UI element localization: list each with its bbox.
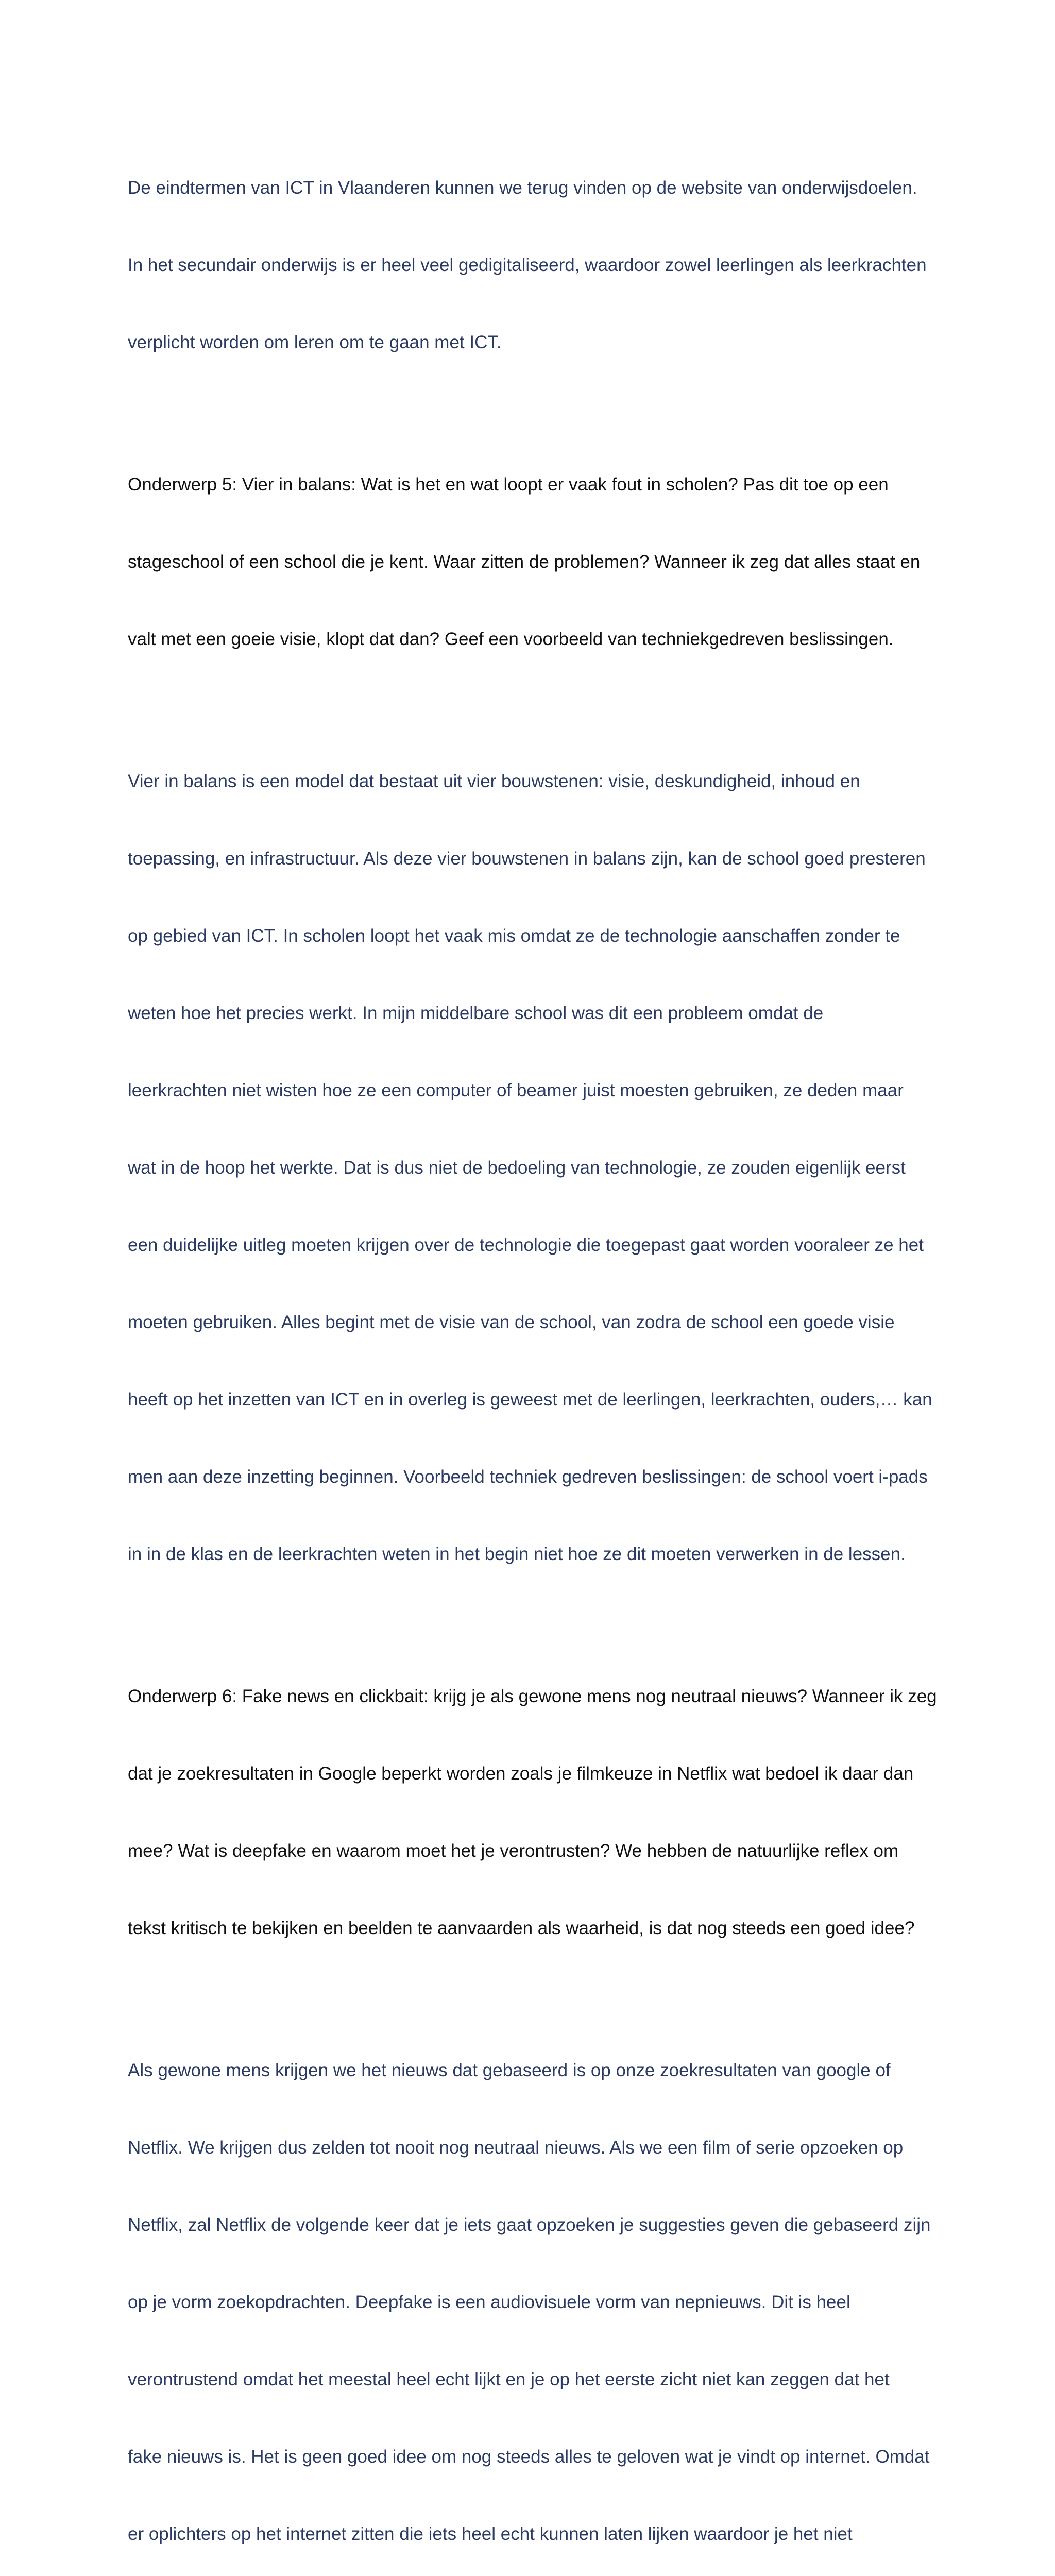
text-line: weten hoe het precies werkt. In mijn middelbare school was dit een probleem omdat de — [128, 1003, 824, 1023]
text-line: dat je zoekresultaten in Google beperkt worden zoals je filmkeuze in Netflix wat bedoel ik daar dan — [128, 1764, 914, 1784]
text-line: Vier in balans is een model dat bestaat uit vier bouwstenen: visie, deskundigheid, inhoud en — [128, 771, 860, 791]
paragraph-spacing — [128, 1619, 931, 1632]
text-line: Netflix. We krijgen dus zelden tot nooit nog neutraal nieuws. Als we een film of serie opzoeken op — [128, 2138, 904, 2158]
text-line: fake nieuws is. Het is geen goed idee om nog steeds alles te geloven wat je vindt op internet. Omdat — [128, 2447, 930, 2467]
text-line: Onderwerp 5: Vier in balans: Wat is het en wat loopt er vaak fout in scholen? Pas dit toe op een — [128, 474, 889, 495]
text-line: valt met een goeie visie, klopt dat dan? Geef een voorbeeld van techniekgedreven beslissingen. — [128, 629, 894, 649]
question-paragraph-onderwerp-6 — [128, 1632, 937, 1993]
question-paragraph-onderwerp-5 — [128, 420, 931, 704]
text-line: tekst kritisch te bekijken en beelden te aanvaarden als waarheid, is dat nog steeds een goed idee? — [128, 1918, 915, 1938]
text-line: stageschool of een school die je kent. Waar zitten de problemen? Wanneer ik zeg dat alles staat en — [128, 552, 921, 572]
answer-paragraph-fake-news — [128, 2006, 931, 2576]
text-line: in in de klas en de leerkrachten weten in het begin niet hoe ze dit moeten verwerken in de lessen. — [128, 1544, 906, 1564]
text-line: een duidelijke uitleg moeten krijgen over de technologie die toegepast gaat worden vooraleer ze het — [128, 1235, 924, 1255]
text-line: heeft op het inzetten van ICT en in overleg is geweest met de leerlingen, leerkrachten, ouders,… kan — [128, 1389, 932, 1410]
text-line: men aan deze inzetting beginnen. Voorbeeld techniek gedreven beslissingen: de school voert i-pads — [128, 1467, 928, 1487]
text-line: moeten gebruiken. Alles begint met de visie van de school, van zodra de school een goede visie — [128, 1312, 895, 1332]
text-line: Onderwerp 6: Fake news en clickbait: krijg je als gewone mens nog neutraal nieuws? Wanneer ik zeg — [128, 1686, 937, 1706]
text-line: wat in de hoop het werkte. Dat is dus niet de bedoeling van technologie, ze zouden eigenlijk eerst — [128, 1158, 906, 1178]
text-line: mee? Wat is deepfake en waarom moet het je verontrusten? We hebben de natuurlijke reflex om — [128, 1841, 899, 1861]
text-line: op gebied van ICT. In scholen loopt het vaak mis omdat ze de technologie aanschaffen zonder te — [128, 926, 900, 946]
document-body — [128, 124, 937, 2576]
text-line: In het secundair onderwijs is er heel veel gedigitaliseerd, waardoor zowel leerlingen als leerkrachten — [128, 255, 927, 275]
paragraph-spacing — [128, 704, 931, 717]
text-line: er oplichters op het internet zitten die iets heel echt kunnen laten lijken waardoor je het niet — [128, 2524, 853, 2544]
answer-paragraph-ict-eindtermen — [128, 124, 931, 407]
text-line: verontrustend omdat het meestal heel echt lijkt en je op het eerste zicht niet kan zeggen dat het — [128, 2369, 890, 2389]
text-line: De eindtermen van ICT in Vlaanderen kunnen we terug vinden op de website van onderwijsdoelen. — [128, 178, 917, 198]
answer-paragraph-vier-in-balans — [128, 717, 931, 1619]
text-line: toepassing, en infrastructuur. Als deze vier bouwstenen in balans zijn, kan de school goed presteren — [128, 849, 926, 869]
text-line: Netflix, zal Netflix de volgende keer dat je iets gaat opzoeken je suggesties geven die gebaseerd zijn — [128, 2215, 931, 2235]
text-line: Als gewone mens krijgen we het nieuws dat gebaseerd is op onze zoekresultaten van google of — [128, 2060, 891, 2080]
paragraph-spacing — [128, 407, 931, 420]
text-line: verplicht worden om leren om te gaan met ICT. — [128, 332, 502, 352]
text-line: op je vorm zoekopdrachten. Deepfake is een audiovisuele vorm van nepnieuws. Dit is heel — [128, 2292, 850, 2312]
text-line: leerkrachten niet wisten hoe ze een computer of beamer juist moesten gebruiken, ze deden maar — [128, 1080, 904, 1100]
paragraph-spacing — [128, 1993, 931, 2006]
